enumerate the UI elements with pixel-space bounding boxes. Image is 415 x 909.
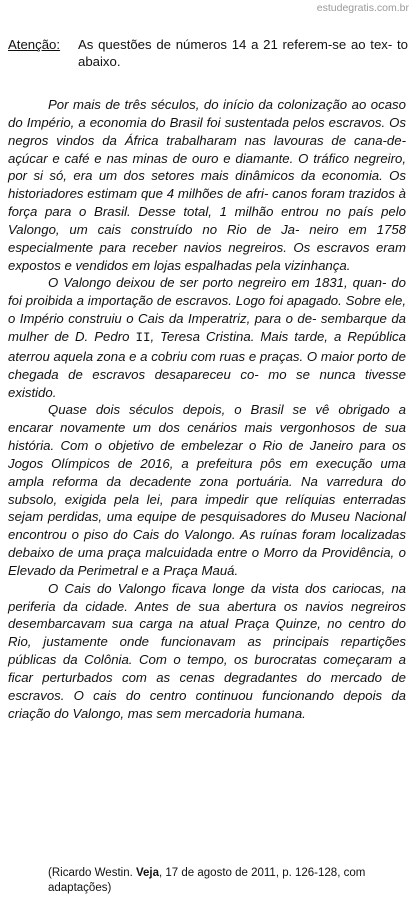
paragraph-3: Quase dois séculos depois, o Brasil se vê obrigado a encarar novamente um dos cenários mais vergonhosos de sua história. Com o objetivo de embelezar o Rio de Janeiro para os Jogos Olímpicos de 2016, a prefeitura pôs em execução uma ampla reforma da decadente zona portuária. Na varredura do subsolo, exigida pela lei, para impedir que relíquias enterradas sejam perdidas, uma equipe de pesquisadores do Museu Nacional encontrou o piso do Cais do Valongo. As ruínas foram localizadas debaixo de uma praça malcuidada entre o Morro da Providência, o Elevado da Perimetral e a Praça Mauá.: [8, 402, 406, 578]
paragraph-2: [8, 274, 406, 401]
source-prefix: (Ricardo Westin.: [48, 867, 136, 879]
site-watermark: estudegratis.com.br: [316, 2, 409, 14]
paragraph-4: O Cais do Valongo ficava longe da vista dos cariocas, na periferia da cidade. Antes de sua abertura os navios negreiros desembarcavam sua carga na atual Praça Quinze, no centro do Rio, justamente onde funcionavam as principais repartições públicas da Colônia. Com o tempo, os burocratas começaram a ficar perturbados com as cenas degradantes do mercado de escravos. O cais do centro continuou funcionando depois da criação do Valongo, mas sem mercadoria humana.: [8, 580, 406, 721]
source-title: Veja: [135, 867, 160, 879]
roman-numeral: II: [135, 330, 151, 345]
paragraph-2-part-1: O Valongo deixou de ser porto negreiro em 1831, quan- do foi proibida a importação de escravos. Logo foi apagado. Sobre ele, o Império construiu o Cais da Imperatriz, para o de- sembarque da mulher de D. Pedro: [8, 275, 406, 344]
source-suffix: , 17 de agosto de 2011, p. 126-128, com adaptações): [48, 867, 366, 894]
paragraph-1: Por mais de três séculos, do início da colonização ao ocaso do Império, a economia do Brasil foi sustentada pelos escravos. Os negros vindos da África trabalharam nas lavouras de cana-de-açúcar e café e nas minas de ouro e diamante. O tráfico negreiro, por si só, era um dos setores mais dinâmicos da economia. Os historiadores estimam que 4 milhões de afri- canos foram trazidos à força para o Brasil. Desse total, 1 milhão entrou no país pelo Valongo, um cais construído no Rio de Ja- neiro em 1758 especialmente para receber navios negreiros. Os escravos eram expostos e vendidos em lojas espalhadas pela vizinhança.: [8, 97, 406, 273]
source-citation: [48, 866, 408, 895]
attention-label: Atenção:: [8, 37, 61, 52]
attention-text: As questões de números 14 a 21 referem-se ao tex- to abaixo.: [78, 37, 408, 69]
article-text: [8, 96, 406, 723]
paragraph-2-part-2: , Teresa Cristina. Mais tarde, a República aterrou aquela zona e a cobriu com ruas e praças. O maior porto de chegada de escravos desapareceu co- mo se nunca tivesse existido.: [8, 328, 406, 400]
